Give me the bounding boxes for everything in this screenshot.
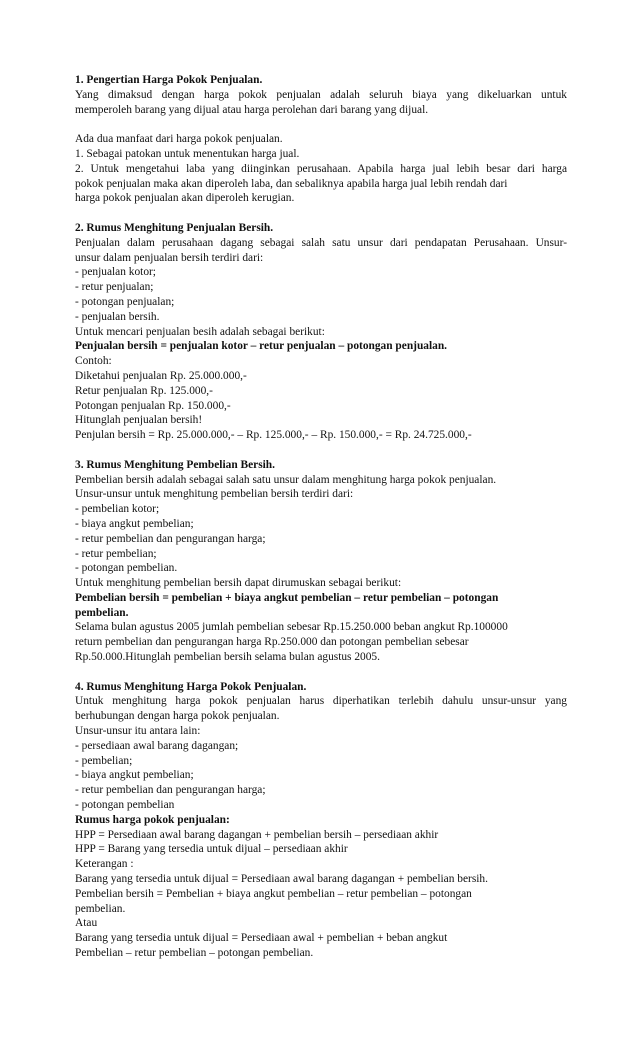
paragraph-line: Contoh: [75,355,112,368]
paragraph-line: Barang yang tersedia untuk dijual = Persediaan awal + pembelian + beban angkut [75,932,448,945]
paragraph-line: Penjulan bersih = Rp. 25.000.000,- – Rp. 125.000,- – Rp. 150.000,- = Rp. 24.725.000,- [75,429,472,442]
paragraph-line: Keterangan : [75,858,134,871]
section-1-heading: 1. Pengertian Harga Pokok Penjualan. [75,74,263,86]
formula-line: Penjualan bersih = penjualan kotor – retur penjualan – potongan penjualan. [75,340,448,353]
paragraph-line: Atau [75,917,98,930]
paragraph-line: Retur penjualan Rp. 125.000,- [75,384,213,397]
list-item: - potongan penjualan; [75,295,175,308]
section-1 [75,73,567,206]
list-item: - biaya angkut pembelian; [75,517,194,530]
list-item: - persediaan awal barang dagangan; [75,739,239,752]
paragraph-line: Penjualan dalam perusahaan dagang sebagai salah satu unsur dari pendapatan Perusahaan. Unsur- [75,236,567,249]
paragraph-line: Unsur-unsur itu antara lain: [75,725,201,738]
list-item: - retur pembelian; [75,547,157,560]
paragraph-line: Selama bulan agustus 2005 jumlah pembelian sebesar Rp.15.250.000 beban angkut Rp.100000 [75,621,508,634]
paragraph-line: Potongan penjualan Rp. 150.000,- [75,399,231,412]
list-item: 2. Untuk mengetahui laba yang diinginkan perusahaan. Apabila harga jual lebih besar dari harga [75,162,567,175]
formula-heading: Rumus harga pokok penjualan: [75,813,230,826]
paragraph-line: Pembelian bersih = Pembelian + biaya angkut pembelian – retur pembelian – potongan [75,887,472,900]
formula-line: pembelian. [75,606,129,619]
list-item: - retur pembelian dan pengurangan harga; [75,784,266,797]
paragraph-line: Untuk mencari penjualan besih adalah sebagai berikut: [75,325,325,338]
list-item: - pembelian; [75,754,133,767]
section-2 [75,221,567,443]
list-item: - penjualan kotor; [75,266,156,279]
formula-line: Pembelian bersih = pembelian + biaya angkut pembelian – retur pembelian – potongan [75,591,499,604]
paragraph-line: return pembelian dan pengurangan harga Rp.250.000 dan potongan pembelian sebesar [75,636,469,649]
paragraph-line: memperoleh barang yang dijual atau harga perolehan dari barang yang dijual. [75,103,429,116]
paragraph-line: Diketahui penjualan Rp. 25.000.000,- [75,369,247,382]
paragraph-line: Untuk menghitung pembelian bersih dapat dirumuskan sebagai berikut: [75,577,402,590]
paragraph-line: berhubungan dengan harga pokok penjualan. [75,710,280,723]
paragraph-line: Ada dua manfaat dari harga pokok penjualan. [75,133,283,146]
paragraph-line: Yang dimaksud dengan harga pokok penjualan adalah seluruh biaya yang dikeluarkan untuk [75,88,567,101]
list-item: - pembelian kotor; [75,503,160,516]
paragraph-line: harga pokok penjualan akan diperoleh kerugian. [75,192,295,205]
paragraph-line: unsur dalam penjualan bersih terdiri dari: [75,251,264,264]
section-2-heading: 2. Rumus Menghitung Penjualan Bersih. [75,221,274,234]
list-item: 1. Sebagai patokan untuk menentukan harga jual. [75,147,300,160]
paragraph-line: Rp.50.000.Hitunglah pembelian bersih selama bulan agustus 2005. [75,651,380,664]
list-item: - biaya angkut pembelian; [75,769,194,782]
list-item: - retur penjualan; [75,281,154,294]
paragraph-line: pembelian. [75,902,126,915]
section-3 [75,458,567,665]
section-3-heading: 3. Rumus Menghitung Pembelian Bersih. [75,458,275,471]
list-item: - retur pembelian dan pengurangan harga; [75,532,266,545]
section-4 [75,680,567,961]
paragraph-line: Unsur-unsur untuk menghitung pembelian bersih terdiri dari: [75,488,354,501]
paragraph-line: Barang yang tersedia untuk dijual = Persediaan awal barang dagangan + pembelian bersih. [75,873,488,886]
paragraph-line: HPP = Barang yang tersedia untuk dijual – persediaan akhir [75,843,348,856]
list-item: - potongan pembelian [75,799,175,812]
section-4-heading: 4. Rumus Menghitung Harga Pokok Penjualan. [75,680,307,693]
document-page [75,73,567,961]
paragraph-line: Hitunglah penjualan bersih! [75,414,203,427]
list-item: - penjualan bersih. [75,310,160,323]
paragraph-line: Pembelian bersih adalah sebagai salah satu unsur dalam menghitung harga pokok penjualan. [75,473,497,486]
paragraph-line: Pembelian – retur pembelian – potongan pembelian. [75,947,314,960]
paragraph-line: pokok penjualan maka akan diperoleh laba, dan sebaliknya apabila harga jual lebih rendah dari [75,177,508,190]
paragraph-line: Untuk menghitung harga pokok penjualan harus diperhatikan terlebih dahulu unsur-unsur yang [75,695,567,708]
paragraph-line: HPP = Persediaan awal barang dagangan + pembelian bersih – persediaan akhir [75,828,439,841]
list-item: - potongan pembelian. [75,562,178,575]
